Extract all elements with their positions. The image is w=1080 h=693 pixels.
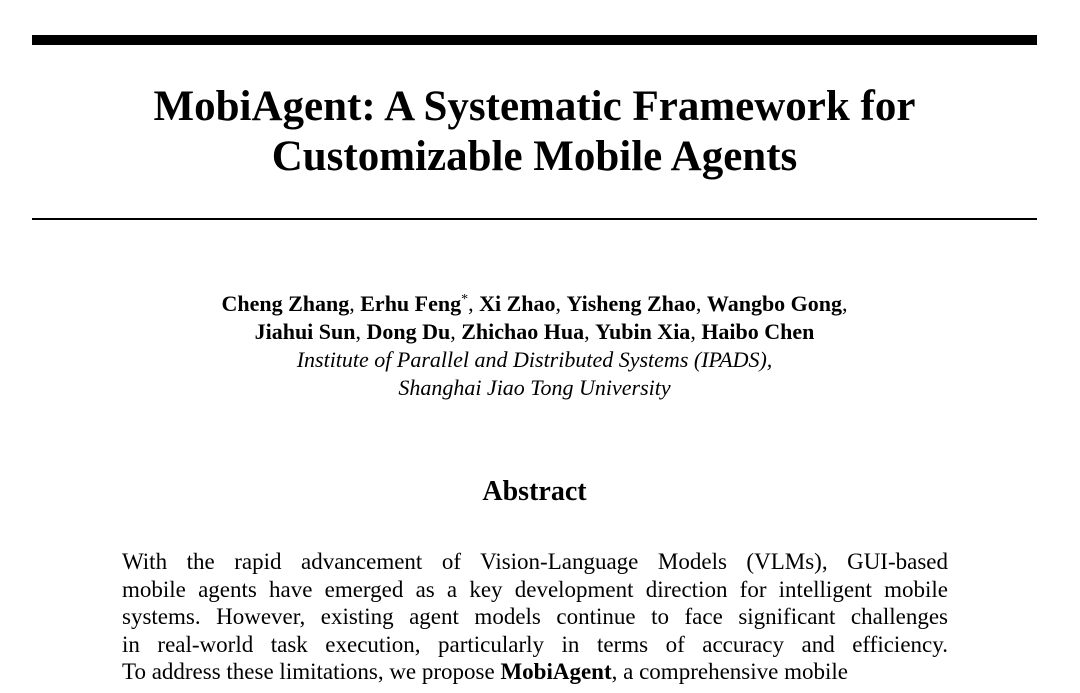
author-name: Haibo Chen [701,319,815,344]
author-separator: , [355,319,367,344]
title-line-2: Customizable Mobile Agents [271,133,798,180]
framework-name: MobiAgent [500,659,612,684]
author-name: Wangbo Gong [706,291,843,316]
author-separator: , [842,291,848,316]
author-separator: , [468,291,480,316]
top-rule [32,35,1037,45]
author-names-line-1 [32,290,1037,318]
author-separator: , [690,319,702,344]
corresponding-author-mark: * [461,292,469,307]
author-name: Yubin Xia [595,319,691,344]
author-name: Jiahui Sun [254,319,356,344]
author-name: Cheng Zhang [221,291,350,316]
affiliation-line-1: Institute of Parallel and Distributed Systems (IPADS), [296,347,773,372]
author-separator: , [555,291,567,316]
title-rule [32,218,1037,220]
author-separator: , [695,291,707,316]
author-name: Yisheng Zhao [566,291,696,316]
title-line-1: MobiAgent: A Systematic Framework for [153,83,916,130]
author-separator: , [450,319,462,344]
abstract-line: systems. However, existing agent models continue to face significant challenges [122,604,948,629]
affiliation-line-2: Shanghai Jiao Tong University [398,375,671,400]
author-name: Dong Du [366,319,451,344]
author-separator: , [349,291,361,316]
author-name: Zhichao Hua [461,319,585,344]
author-block [32,290,1037,402]
author-separator: , [584,319,596,344]
abstract-heading: Abstract [482,476,587,507]
abstract-text: , a comprehensive mobile [611,659,848,684]
abstract-body [122,548,948,686]
abstract-line [122,658,948,686]
abstract-text: To address these limitations, we propose [122,659,501,684]
abstract-line: With the rapid advancement of Vision-Language Models (VLMs), GUI-based [122,549,948,574]
abstract-line: in real-world task execution, particularly in terms of accuracy and efficiency. [122,631,948,657]
abstract-line: mobile agents have emerged as a key development direction for intelligent mobile [122,576,948,602]
paper-title [32,82,1037,182]
author-name: Erhu Feng [360,291,462,316]
author-names-line-2 [32,318,1037,346]
author-name: Xi Zhao [479,291,556,316]
